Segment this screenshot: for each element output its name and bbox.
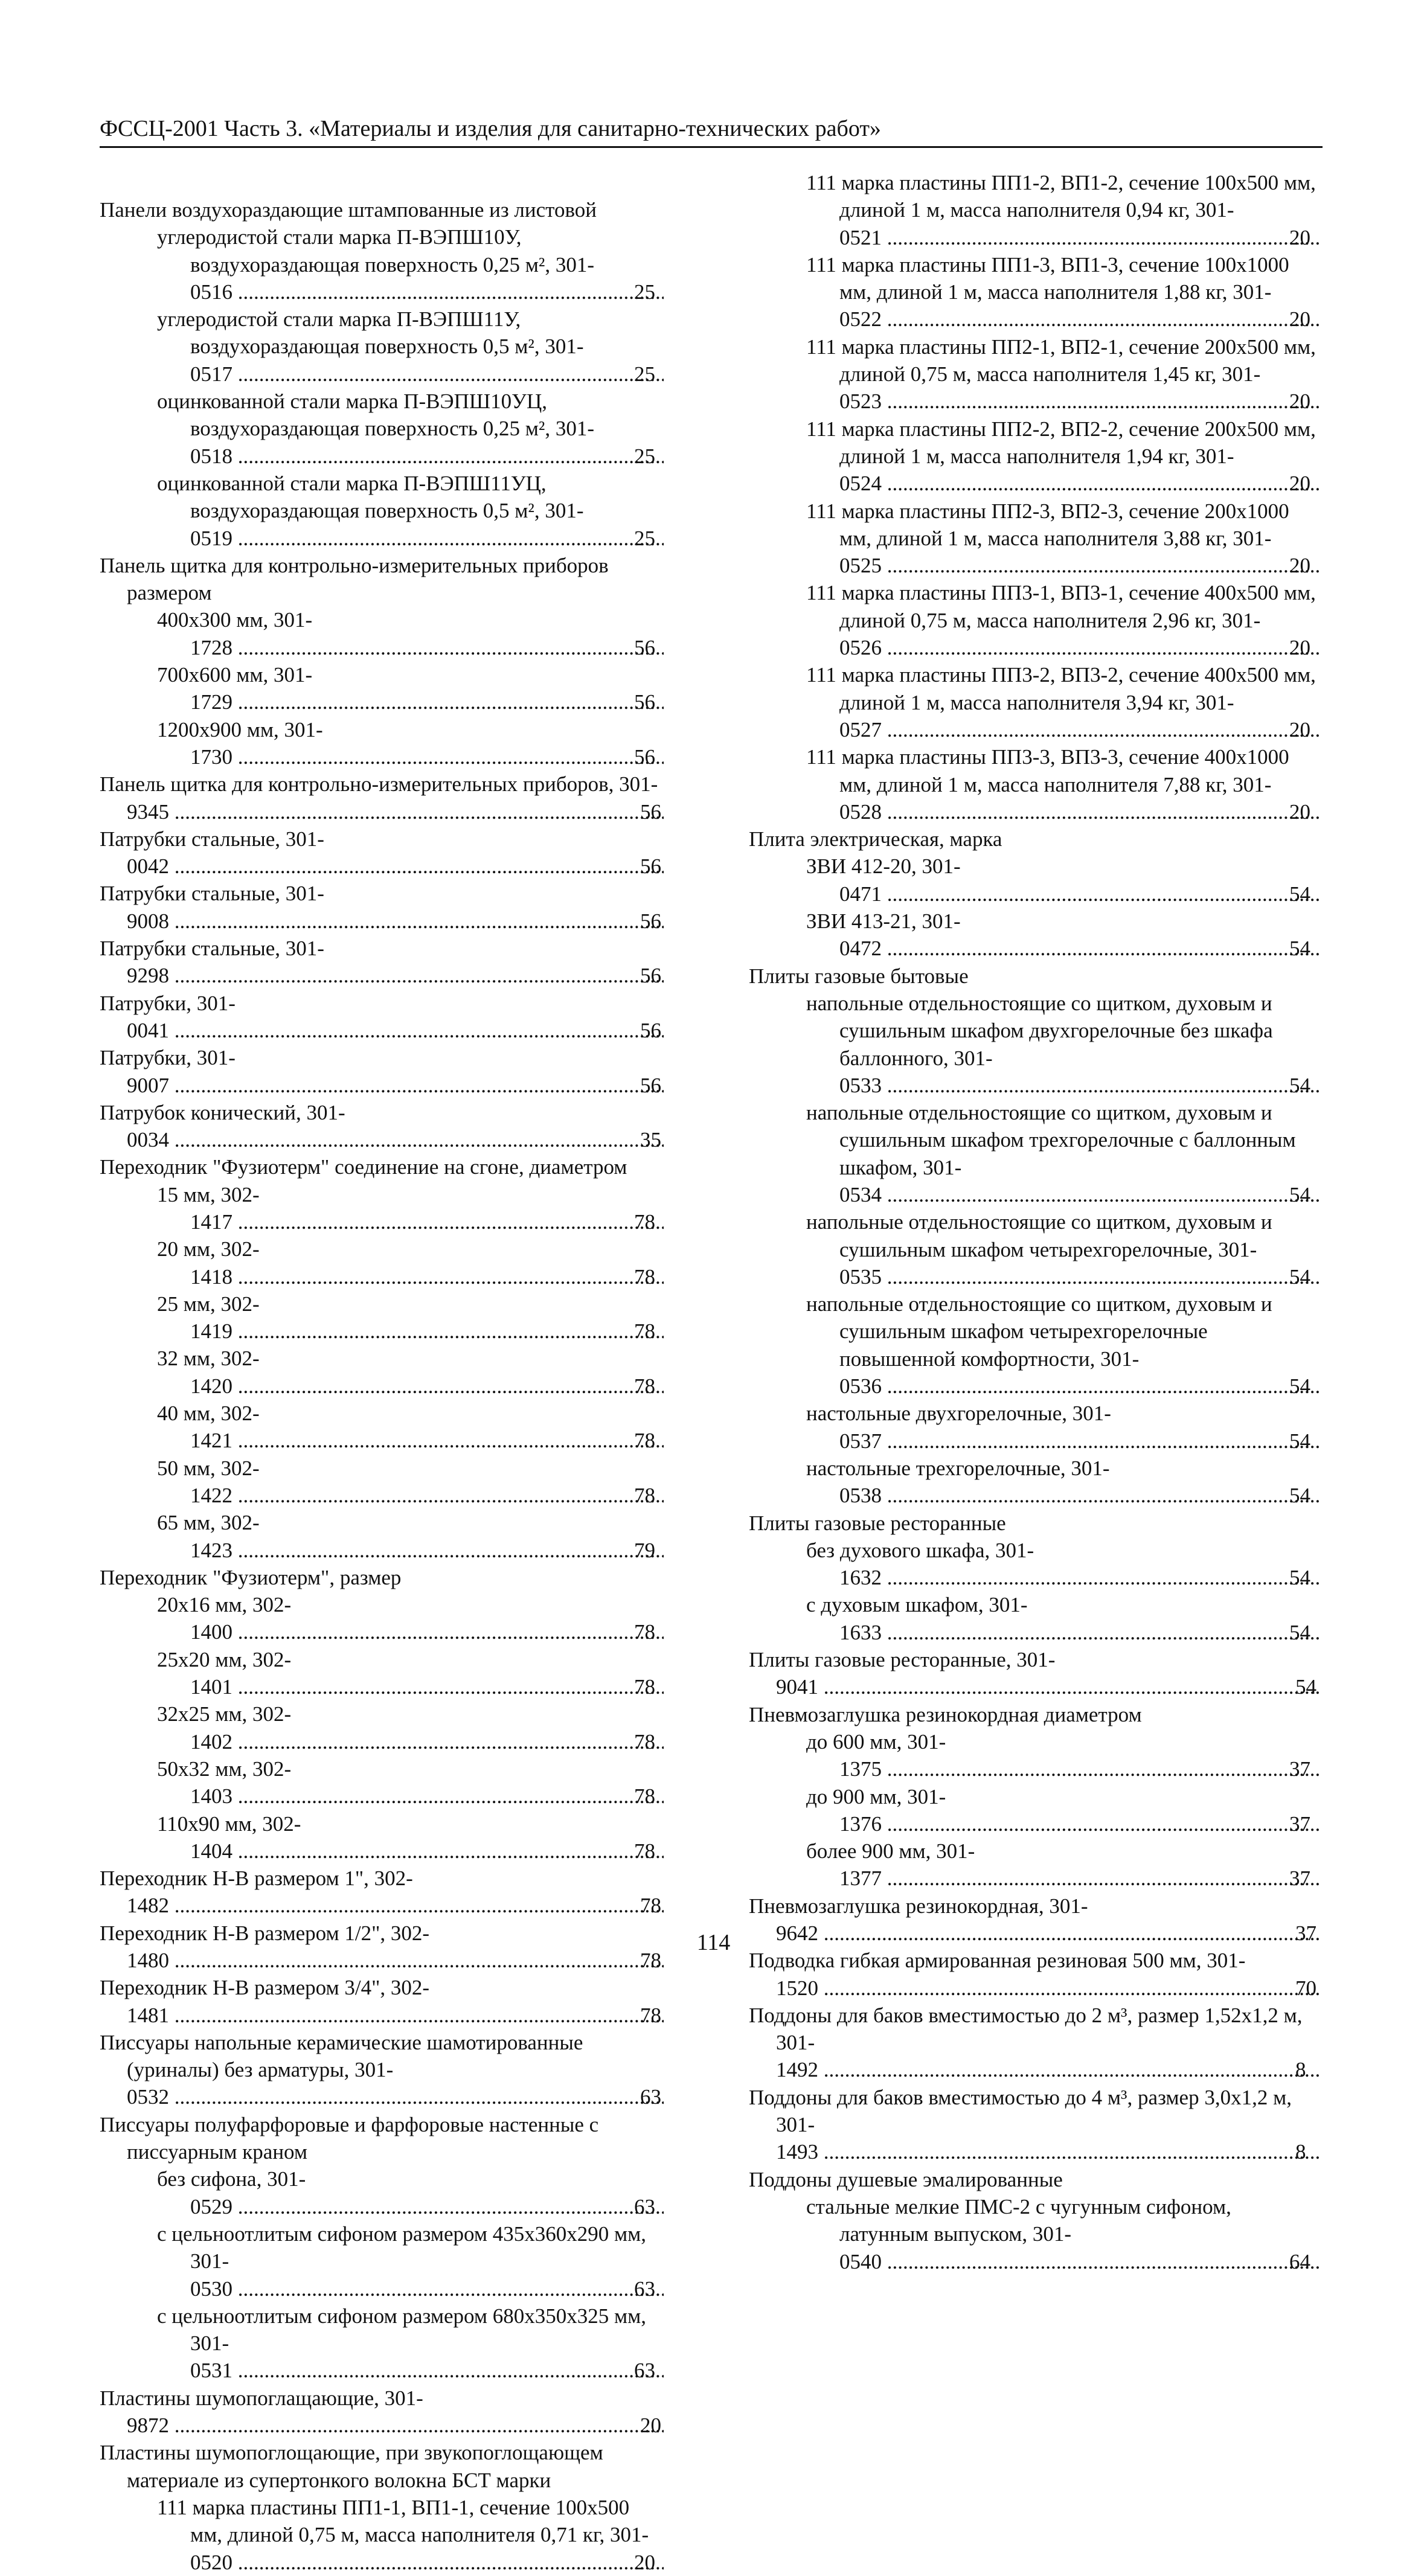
entry-text: с цельноотлитым сифоном размером 435x360x290 мм, 301-0530 .....: [157, 2222, 667, 2301]
entry-page-ref: 56: [664, 743, 667, 771]
index-entry: [749, 853, 1323, 908]
entry-page-ref: 54: [1319, 1181, 1323, 1208]
entry-text: ЗВИ 413-21, 301-0472 .....: [806, 909, 1323, 960]
entry-text: 65 мм, 302-1423 .....: [157, 1511, 667, 1562]
index-entry: [100, 1755, 667, 1810]
index-entry: [100, 1810, 667, 1865]
entry-text: Пневмозаглушка резинокордная, 301-9642 .....: [749, 1894, 1323, 1945]
entry-page-ref: 78: [664, 1208, 667, 1235]
entry-page-ref: 8: [1319, 2056, 1323, 2083]
index-entry: [100, 1591, 667, 1646]
entry-page-ref: 56: [664, 1072, 667, 1099]
entry-page-ref: 56: [664, 962, 667, 989]
index-entry: [749, 2166, 1323, 2193]
entry-page-ref: 54: [1319, 1619, 1323, 1646]
entry-text: 20x16 мм, 302-1400 .....: [157, 1593, 667, 1644]
index-entry: [749, 579, 1323, 661]
index-entry: [100, 2029, 667, 2111]
entry-text: Переходник "Фузиотерм", размер: [100, 1565, 402, 1589]
right-entry-list: [749, 169, 1323, 2275]
entry-text: до 600 мм, 301-1375 .....: [806, 1730, 1323, 1781]
entry-page-ref: 78: [664, 1728, 667, 1755]
index-entry: [100, 1455, 667, 1510]
entry-page-ref: 56: [664, 688, 667, 716]
entry-text: Пластины шумопоглощающие, при звукопоглощающем материале из супертонкого волокна БСТ марки: [100, 2441, 609, 2492]
index-entry: [100, 2111, 667, 2166]
entry-page-ref: 54: [1319, 1373, 1323, 1400]
entry-text: Писсуары полуфарфоровые и фарфоровые настенные с писсуарным краном: [100, 2112, 604, 2164]
entry-text: 50x32 мм, 302-1403 .....: [157, 1757, 667, 1808]
entry-text: 50 мм, 302-1422 .....: [157, 1456, 667, 1507]
entry-text: ЗВИ 412-20, 301-0471 .....: [806, 854, 1323, 905]
index-entry: [100, 1044, 667, 1099]
index-entry: [749, 2193, 1323, 2275]
entry-page-ref: 63: [664, 2275, 667, 2302]
entry-text: Патрубок конический, 301-0034 .....: [100, 1101, 667, 1152]
index-entry: [100, 2165, 667, 2220]
entry-page-ref: 78: [664, 1482, 667, 1509]
index-entry: [100, 1235, 667, 1290]
entry-text: напольные отдельностоящие со щитком, духовым и сушильным шкафом четырехгорелочные повышенной комфортности, 301-0536 .....: [806, 1292, 1323, 1398]
entry-text: 111 марка пластины ПП2-3, ВП2-3, сечение 200x1000 мм, длиной 1 м, масса наполнителя 3,88 кг, 301-0525 .....: [806, 499, 1323, 578]
entry-text: 111 марка пластины ПП2-1, ВП2-1, сечение 200x500 мм, длиной 0,75 м, масса наполнителя 1,45 кг, 301-0523 .....: [806, 335, 1323, 414]
index-entry: [749, 498, 1323, 580]
entry-text: 15 мм, 302-1417 .....: [157, 1183, 667, 1234]
entry-page-ref: 63: [664, 2193, 667, 2220]
entry-page-ref: 37: [1319, 1810, 1323, 1837]
index-entry: [100, 1153, 667, 1181]
entry-page-ref: 20: [664, 2412, 667, 2439]
entry-text: стальные мелкие ПМС-2 с чугунным сифоном, латунным выпуском, 301-0540 .....: [806, 2195, 1323, 2273]
index-column-left: [100, 169, 667, 2576]
entry-page-ref: 35: [664, 1126, 667, 1153]
index-entry: [100, 716, 667, 771]
entry-text: Панель щитка для контрольно-измерительных приборов размером: [100, 553, 614, 605]
index-entry: [749, 2002, 1323, 2084]
entry-page-ref: 20: [1319, 224, 1323, 251]
index-entry: [100, 2302, 667, 2385]
entry-page-ref: 20: [1319, 716, 1323, 743]
entry-text: Патрубки, 301-0041 .....: [100, 992, 667, 1042]
index-entry: [100, 470, 667, 552]
entry-text: Пластины шумопоглащающие, 301-9872 .....: [100, 2386, 667, 2437]
entry-text: Поддоны для баков вместимостью до 4 м³, размер 3,0x1,2 м, 301-1493 .....: [749, 2086, 1323, 2164]
entry-text: 25x20 мм, 302-1401 .....: [157, 1648, 667, 1699]
entry-page-ref: 54: [1319, 1482, 1323, 1509]
index-entry: [749, 1400, 1323, 1455]
entry-text: 20 мм, 302-1418 .....: [157, 1237, 667, 1288]
entry-page-ref: 78: [664, 1263, 667, 1290]
entry-page-ref: 78: [664, 1373, 667, 1400]
entry-text: Патрубки, 301-9007 .....: [100, 1046, 667, 1097]
entry-page-ref: 54: [1319, 1564, 1323, 1591]
entry-page-ref: 37: [1319, 1920, 1323, 1947]
entry-text: 25 мм, 302-1419 .....: [157, 1292, 667, 1343]
entry-text: с цельноотлитым сифоном размером 680x350x325 мм, 301-0531 .....: [157, 2304, 667, 2383]
index-entry: [100, 552, 667, 607]
entry-page-ref: 63: [664, 2083, 667, 2110]
entry-text: Плиты газовые бытовые: [749, 964, 969, 988]
entry-page-ref: 20: [1319, 798, 1323, 825]
index-entry: [100, 2220, 667, 2302]
entry-page-ref: 78: [664, 1618, 667, 1645]
entry-text: Патрубки стальные, 301-9298 .....: [100, 937, 667, 987]
entry-text: 111 марка пластины ПП1-2, ВП1-2, сечение 100x500 мм, длиной 1 м, масса наполнителя 0,94 кг, 301-0521 .....: [806, 171, 1323, 249]
entry-page-ref: 37: [1319, 1865, 1323, 1892]
entry-text: Панели воздухораздающие штампованные из листовой: [100, 198, 597, 222]
index-entry: [749, 1837, 1323, 1892]
entry-text: Плиты газовые ресторанные, 301-9041 .....: [749, 1648, 1323, 1699]
entry-text: настольные трехгорелочные, 301-0538 .....: [806, 1456, 1323, 1507]
entry-page-ref: 54: [1319, 880, 1323, 908]
entry-text: напольные отдельностоящие со щитком, духовым и сушильным шкафом двухгорелочные без шкафа баллонного, 301-0533 .....: [806, 992, 1323, 1097]
index-entry: [749, 1728, 1323, 1783]
entry-page-ref: 56: [664, 634, 667, 661]
entry-text: оцинкованной стали марка П-ВЭПШ11УЦ, воздухораздающая поверхность 0,5 м², 301-0519 .....: [157, 472, 667, 550]
entry-text: с духовым шкафом, 301-1633 .....: [806, 1593, 1323, 1644]
index-entry: [749, 963, 1323, 990]
index-entry: [749, 1537, 1323, 1592]
entry-text: Переходник Н-В размером 1/2", 302-1480 .....: [100, 1921, 667, 1972]
entry-page-ref: 78: [664, 1318, 667, 1345]
index-entry: [100, 1509, 667, 1564]
index-entry: [100, 1400, 667, 1455]
index-entry: [749, 1783, 1323, 1838]
entry-page-ref: 56: [664, 798, 667, 825]
entry-page-ref: 78: [664, 1427, 667, 1454]
entry-page-ref: 20: [664, 2549, 667, 2576]
entry-page-ref: 20: [1319, 634, 1323, 661]
index-entry: [100, 606, 667, 661]
index-entry: [100, 196, 667, 223]
index-entry: [100, 388, 667, 470]
entry-text: 111 марка пластины ПП1-1, ВП1-1, сечение 100x500 мм, длиной 0,75 м, масса наполнителя 0,71 кг, 301-0520 .....: [157, 2496, 667, 2574]
entry-page-ref: 25: [664, 525, 667, 552]
entry-text: более 900 мм, 301-1377 .....: [806, 1839, 1323, 1890]
entry-page-ref: 25: [664, 443, 667, 470]
entry-page-ref: 63: [664, 2357, 667, 2384]
index-entry: [100, 1646, 667, 1701]
entry-page-ref: 78: [664, 2002, 667, 2029]
index-entry: [749, 661, 1323, 743]
entry-page-ref: 70: [1319, 1975, 1323, 2002]
entry-page-ref: 54: [1319, 935, 1323, 962]
entry-page-ref: 20: [1319, 552, 1323, 579]
entry-text: 111 марка пластины ПП3-2, ВП3-2, сечение 400x500 мм, длиной 1 м, масса наполнителя 3,94 кг, 301-0527 .....: [806, 663, 1323, 742]
index-entry: [100, 1974, 667, 2029]
entry-page-ref: 54: [1319, 1263, 1323, 1290]
index-entry: [749, 1591, 1323, 1646]
entry-text: Плиты газовые ресторанные: [749, 1511, 1006, 1535]
entry-text: Переходник Н-В размером 3/4", 302-1481 .....: [100, 1976, 667, 2027]
entry-text: настольные двухгорелочные, 301-0537 .....: [806, 1402, 1323, 1452]
entry-text: Подводка гибкая армированная резиновая 500 мм, 301-1520 .....: [749, 1949, 1323, 1999]
entry-text: Переходник "Фузиотерм" соединение на сгоне, диаметром: [100, 1155, 627, 1179]
index-entry: [749, 1208, 1323, 1290]
entry-page-ref: 25: [664, 278, 667, 306]
entry-page-ref: 20: [1319, 306, 1323, 333]
entry-page-ref: 56: [664, 908, 667, 935]
entry-text: Панель щитка для контрольно-измерительных приборов, 301-9345 .....: [100, 772, 667, 823]
entry-text: Патрубки стальные, 301-9008 .....: [100, 882, 667, 932]
index-entry: [749, 1455, 1323, 1510]
entry-page-ref: 64: [1319, 2248, 1323, 2275]
index-entry: [100, 880, 667, 935]
entry-text: 32 мм, 302-1420 .....: [157, 1347, 667, 1397]
entry-page-ref: 78: [664, 1783, 667, 1810]
index-entry: [749, 415, 1323, 498]
index-column-right: [749, 169, 1323, 2275]
index-entry: [749, 825, 1323, 853]
entry-page-ref: 54: [1319, 1673, 1323, 1700]
index-entry: [100, 1099, 667, 1154]
entry-page-ref: 79: [664, 1537, 667, 1564]
entry-page-ref: 37: [1319, 1755, 1323, 1783]
index-entry: [749, 990, 1323, 1099]
entry-text: 111 марка пластины ПП2-2, ВП2-2, сечение 200x500 мм, длиной 1 м, масса наполнителя 1,94 кг, 301-0524 .....: [806, 417, 1323, 496]
entry-page-ref: 20: [1319, 470, 1323, 497]
entry-text: оцинкованной стали марка П-ВЭПШ10УЦ, воздухораздающая поверхность 0,25 м², 301-0518 .....: [157, 389, 667, 468]
entry-page-ref: 54: [1319, 1072, 1323, 1099]
entry-text: напольные отдельностоящие со щитком, духовым и сушильным шкафом четырехгорелочные, 301-0535 .....: [806, 1210, 1323, 1289]
entry-text: Пневмозаглушка резинокордная диаметром: [749, 1702, 1142, 1726]
index-entry: [100, 1181, 667, 1236]
entry-text: 32x25 мм, 302-1402 .....: [157, 1702, 667, 1753]
entry-text: Поддоны для баков вместимостью до 2 м³, размер 1,52x1,2 м, 301-1492 .....: [749, 2004, 1323, 2082]
index-entry: [100, 223, 667, 306]
entry-text: 111 марка пластины ПП3-3, ВП3-3, сечение 400x1000 мм, длиной 1 м, масса наполнителя 7,88 кг, 301-0528 .....: [806, 745, 1323, 824]
entry-text: углеродистой стали марка П-ВЭПШ11У, воздухораздающая поверхность 0,5 м², 301-0517 .....: [157, 307, 667, 386]
index-entry: [100, 1865, 667, 1920]
entry-text: 111 марка пластины ПП3-1, ВП3-1, сечение 400x500 мм, длиной 0,75 м, масса наполнителя 2,96 кг, 301-0526 .....: [806, 581, 1323, 659]
index-entry: [100, 2385, 667, 2440]
index-entry: [100, 661, 667, 716]
index-entry: [100, 771, 667, 825]
entry-page-ref: 8: [1319, 2138, 1323, 2165]
entry-text: 110x90 мм, 302-1404 .....: [157, 1812, 667, 1863]
entry-page-ref: 25: [664, 360, 667, 388]
entry-text: 40 мм, 302-1421 .....: [157, 1402, 667, 1452]
entry-text: Поддоны душевые эмалированные: [749, 2167, 1063, 2191]
index-entry: [749, 1099, 1323, 1208]
entry-text: Патрубки стальные, 301-0042 .....: [100, 827, 667, 878]
entry-text: Писсуары напольные керамические шамотированные (уриналы) без арматуры, 301-0532 .....: [100, 2031, 667, 2109]
entry-page-ref: 78: [664, 1892, 667, 1919]
entry-text: без духового шкафа, 301-1632 .....: [806, 1539, 1323, 1589]
entry-text: 1200x900 мм, 301-1730 .....: [157, 718, 667, 769]
entry-page-ref: 78: [664, 1947, 667, 1974]
entry-text: без сифона, 301-0529 .....: [157, 2167, 667, 2218]
index-entry: [100, 1700, 667, 1755]
index-entry: [100, 1345, 667, 1400]
index-entry: [749, 2084, 1323, 2166]
index-entry: [100, 2439, 667, 2494]
entry-text: напольные отдельностоящие со щитком, духовым и сушильным шкафом трехгорелочные с баллонным шкафом, 301-0534 .....: [806, 1101, 1323, 1206]
index-entry: [749, 908, 1323, 963]
entry-text: Плита электрическая, марка: [749, 827, 1002, 851]
entry-text: 111 марка пластины ПП1-3, ВП1-3, сечение 100x1000 мм, длиной 1 м, масса наполнителя 1,88 кг, 301-0522 .....: [806, 253, 1323, 332]
entry-page-ref: 78: [664, 1673, 667, 1700]
entry-text: до 900 мм, 301-1376 .....: [806, 1785, 1323, 1836]
entry-page-ref: 20: [1319, 388, 1323, 415]
index-entry: [100, 2494, 667, 2576]
entry-page-ref: 56: [664, 1017, 667, 1044]
index-entry: [749, 1646, 1323, 1701]
entry-text: 400x300 мм, 301-1728 .....: [157, 608, 667, 659]
index-entry: [749, 251, 1323, 333]
index-entry: [749, 333, 1323, 415]
left-entry-list: [100, 196, 667, 2576]
entry-text: Переходник Н-В размером 1", 302-1482 .....: [100, 1866, 667, 1917]
index-entry: [100, 1564, 667, 1591]
index-entry: [100, 1290, 667, 1345]
index-entry: [749, 1510, 1323, 1537]
index-entry: [749, 1290, 1323, 1400]
entry-page-ref: 78: [664, 1837, 667, 1865]
running-header: ФССЦ-2001 Часть 3. «Материалы и изделия для санитарно-технических работ»: [100, 114, 1323, 148]
index-entry: [100, 825, 667, 880]
entry-text: углеродистой стали марка П-ВЭПШ10У, воздухораздающая поверхность 0,25 м², 301-0516 .....: [157, 225, 667, 304]
entry-text: 700x600 мм, 301-1729 .....: [157, 663, 667, 714]
index-entry: [100, 935, 667, 990]
index-entry: [749, 169, 1323, 251]
entry-page-ref: 54: [1319, 1427, 1323, 1455]
entry-page-ref: 56: [664, 853, 667, 880]
page-number: 114: [696, 1930, 731, 1955]
index-entry: [100, 306, 667, 388]
index-entry: [749, 743, 1323, 825]
index-entry: [749, 1701, 1323, 1728]
index-entry: [100, 990, 667, 1045]
